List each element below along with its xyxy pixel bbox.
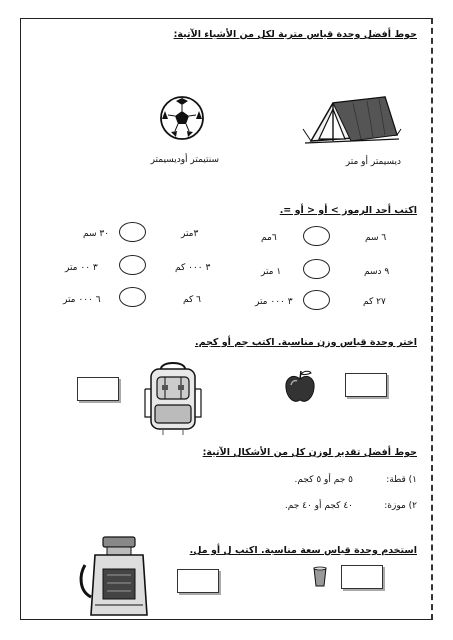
tent-icon [301,89,401,149]
compare-r2-oval[interactable] [303,259,330,279]
compare-r2-left: ٩ دسم [364,267,390,277]
apple-icon [283,369,317,405]
compare-l3-left: ٦ كم [183,295,201,305]
compare-l1-oval[interactable] [119,222,146,242]
water-jug-icon [81,535,157,619]
section1-heading: حوط أفضل وحدة قياس مترية لكل من الأشياء الآتية: [173,29,417,40]
cup-icon [313,567,327,587]
compare-r3-oval[interactable] [303,290,330,310]
weight-item2-label: ٢) موزة: [384,501,417,511]
compare-l3-right: ٦ ٠٠٠ متر [63,295,101,305]
backpack-answer-box[interactable] [77,377,119,401]
apple-answer-box[interactable] [345,373,387,397]
compare-r2-right: ١ متر [261,267,282,277]
soccer-ball-icon [159,95,205,141]
weight-item2-options[interactable]: ٤٠ كجم أو ٤٠ جم. [284,501,353,511]
compare-r3-right: ٣ ٠٠٠ متر [255,297,293,307]
section4-heading: حوط أفضل تقدير لوزن كل من الأشكال الآتية: [202,447,417,458]
compare-r1-right: ٦مم [261,233,277,243]
ball-caption: سنتيمتر أوديسيمتر [150,155,219,165]
compare-l1-left: ٣متر [181,229,199,239]
compare-l1-right: ٣٠ سم [83,229,110,239]
compare-l2-oval[interactable] [119,255,146,275]
compare-r3-left: ٢٧ كم [363,297,386,307]
tent-caption: ديسيمتر أو متر [345,157,401,167]
compare-l2-left: ٣ ٠٠٠ كم [175,263,211,273]
weight-item1-label: ١) قطة: [386,475,417,485]
compare-l3-oval[interactable] [119,287,146,307]
worksheet-page [20,18,433,620]
cup-answer-box[interactable] [341,565,383,589]
weight-item1-options[interactable]: ٥ جم أو ٥ كجم. [294,475,353,485]
compare-r1-left: ٦ سم [365,233,387,243]
compare-l2-right: ٣ ٠٠ متر [65,263,98,273]
section3-heading: اختر وحدة قياس وزن مناسبة. اكتب جم أو كجم. [195,337,417,348]
section2-heading: اكتب أحد الرموز > أو < أو =. [279,205,417,216]
backpack-icon [141,359,205,435]
section5-heading: استخدم وحدة قياس سعة مناسبة. اكتب ل أو مل. [189,545,417,556]
jug-answer-box[interactable] [177,569,219,593]
compare-r1-oval[interactable] [303,226,330,246]
